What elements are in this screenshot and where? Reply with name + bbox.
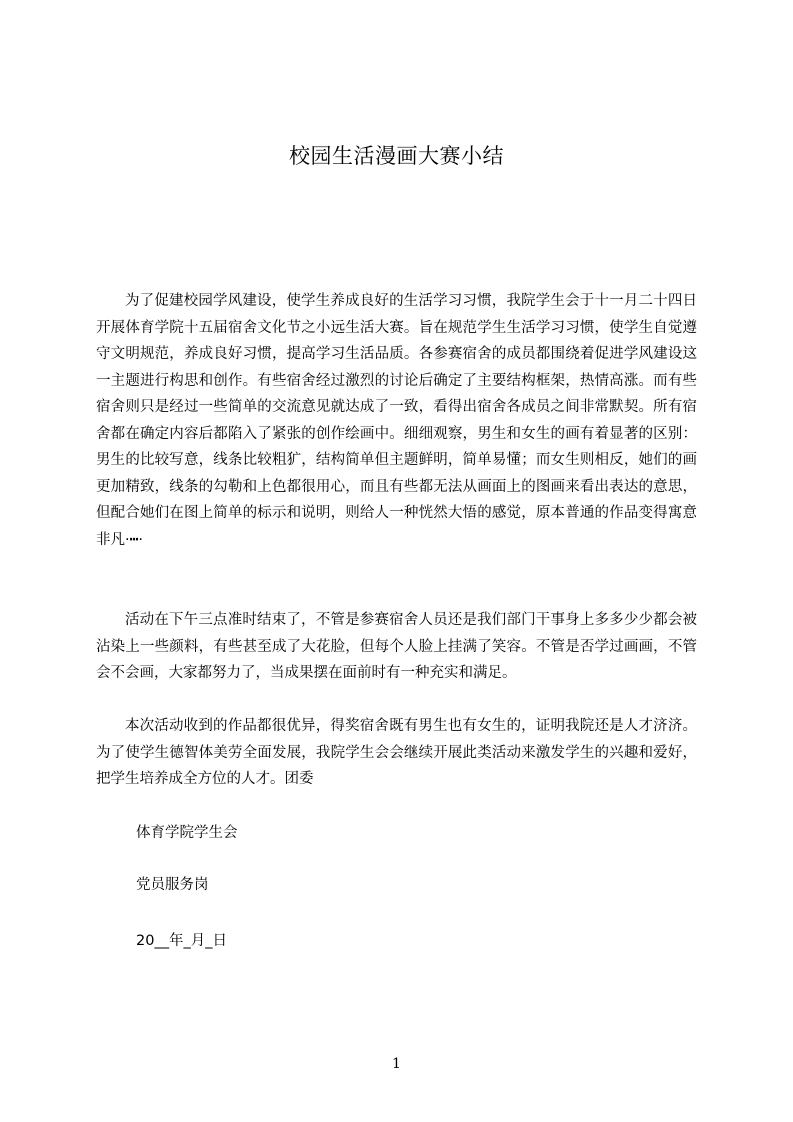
signature-department: 党员服务岗 xyxy=(136,877,209,893)
signature-date: 20__年_月_日 xyxy=(136,933,227,949)
signature-organization: 体育学院学生会 xyxy=(136,825,238,841)
paragraph-activity-end: 活动在下午三点准时结束了，不管是参赛宿舍人员还是我们部门干事身上多多少少都会被沾染上一些颜料，有些甚至成了大花脸，但每个人脸上挂满了笑容。不管是否学过画画，不管会不会画，大家都努力了，当成果摆在面前时有一种充实和满足。 xyxy=(96,612,697,681)
page-number: 1 xyxy=(392,1056,401,1072)
paragraph-activity-description: 为了促建校园学风建设，使学生养成良好的生活学习习惯，我院学生会于十一月二十四日开展体育学院十五届宿舍文化节之小远生活大赛。旨在规范学生生活学习习惯，使学生自觉遵守文明规范，养成良好习惯，提高学习生活品质。各参赛宿舍的成员都围绕着促进学风建设这一主题进行构思和创作。有些宿舍经过激烈的讨论后确定了主要结构框架，热情高涨。而有些宿舍则只是经过一些简单的交流意见就达成了一致，看得出宿舍各成员之间非常默契。所有宿舍都在确定内容后都陷入了紧张的创作绘画中。细细观察，男生和女生的画有着显著的区别：男生的比较写意，线条比较粗犷，结构简单但主题鲜明，简单易懂；而女生则相反，她们的画更加精致，线条的勾勒和上色都很用心，而且有些都无法从画面上的图画来看出表达的意思，但配合她们在图上简单的标示和说明，则给人一种恍然大悟的感觉，原本普通的作品变得寓意非凡·┅· xyxy=(96,293,697,548)
paragraph-conclusion: 本次活动收到的作品都很优异，得奖宿舍既有男生也有女生的，证明我院还是人才济济。为了使学生德智体美劳全面发展，我院学生会会继续开展此类活动来激发学生的兴趣和爱好，把学生培养成全方位的人才。团委 xyxy=(96,718,697,787)
document-title: 校园生活漫画大赛小结 xyxy=(289,144,504,168)
